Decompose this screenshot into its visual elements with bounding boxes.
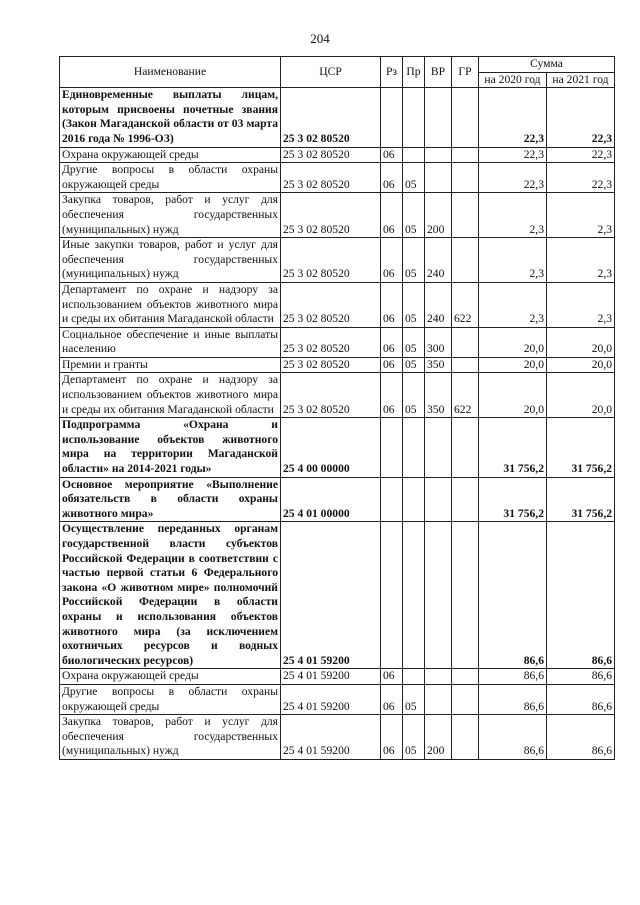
row-sum-2020: 86,6 xyxy=(479,669,547,685)
row-vr xyxy=(425,88,452,147)
row-vr: 240 xyxy=(425,282,452,327)
row-csr: 25 3 02 80520 xyxy=(281,357,381,373)
row-rz: 06 xyxy=(381,715,403,760)
row-pr xyxy=(403,522,425,669)
row-gr xyxy=(452,522,479,669)
row-pr: 05 xyxy=(403,238,425,283)
row-rz: 06 xyxy=(381,147,403,163)
row-pr xyxy=(403,147,425,163)
row-sum-2020: 86,6 xyxy=(479,715,547,760)
header-year-2020: на 2020 год xyxy=(479,72,547,88)
row-vr xyxy=(425,684,452,714)
row-vr: 200 xyxy=(425,193,452,238)
header-csr: ЦСР xyxy=(281,57,381,88)
row-gr xyxy=(452,418,479,477)
row-sum-2021: 31 756,2 xyxy=(547,418,615,477)
row-sum-2021: 31 756,2 xyxy=(547,477,615,522)
row-rz: 06 xyxy=(381,684,403,714)
table-row xyxy=(60,88,615,147)
table-row xyxy=(60,193,615,238)
row-gr xyxy=(452,357,479,373)
row-name: Иные закупки товаров, работ и услуг для обеспечения государственных (муниципальных) нужд xyxy=(60,238,281,283)
table-row xyxy=(60,327,615,357)
row-rz: 06 xyxy=(381,193,403,238)
table-row xyxy=(60,163,615,193)
row-name: Закупка товаров, работ и услуг для обеспечения государственных (муниципальных) нужд xyxy=(60,193,281,238)
row-name: Единовременные выплаты лицам, которым присвоены почетные звания (Закон Магаданской области от 03 марта 2016 года № 1996-ОЗ) xyxy=(60,88,281,147)
row-pr xyxy=(403,418,425,477)
header-name: Наименование xyxy=(60,57,281,88)
row-gr xyxy=(452,88,479,147)
row-csr: 25 3 02 80520 xyxy=(281,373,381,418)
table-row xyxy=(60,357,615,373)
row-pr: 05 xyxy=(403,715,425,760)
table-row xyxy=(60,282,615,327)
row-vr: 240 xyxy=(425,238,452,283)
row-sum-2020: 20,0 xyxy=(479,327,547,357)
row-csr: 25 4 01 59200 xyxy=(281,669,381,685)
row-pr: 05 xyxy=(403,163,425,193)
row-sum-2020: 20,0 xyxy=(479,357,547,373)
row-csr: 25 4 00 00000 xyxy=(281,418,381,477)
header-vr: ВР xyxy=(425,57,452,88)
row-pr: 05 xyxy=(403,282,425,327)
row-sum-2020: 22,3 xyxy=(479,147,547,163)
row-sum-2020: 86,6 xyxy=(479,522,547,669)
table-row xyxy=(60,522,615,669)
header-year-2021: на 2021 год xyxy=(547,72,615,88)
row-pr xyxy=(403,88,425,147)
row-csr: 25 3 02 80520 xyxy=(281,238,381,283)
row-sum-2021: 86,6 xyxy=(547,715,615,760)
header-gr: ГР xyxy=(452,57,479,88)
row-rz: 06 xyxy=(381,282,403,327)
row-sum-2020: 31 756,2 xyxy=(479,418,547,477)
row-rz xyxy=(381,522,403,669)
row-vr xyxy=(425,477,452,522)
row-rz: 06 xyxy=(381,357,403,373)
row-sum-2021: 22,3 xyxy=(547,88,615,147)
row-gr xyxy=(452,477,479,522)
row-csr: 25 4 01 59200 xyxy=(281,522,381,669)
row-vr: 200 xyxy=(425,715,452,760)
row-sum-2021: 22,3 xyxy=(547,147,615,163)
row-sum-2020: 20,0 xyxy=(479,373,547,418)
row-name: Социальное обеспечение и иные выплаты населению xyxy=(60,327,281,357)
row-vr xyxy=(425,418,452,477)
row-name: Охрана окружающей среды xyxy=(60,669,281,685)
row-csr: 25 3 02 80520 xyxy=(281,88,381,147)
row-gr xyxy=(452,684,479,714)
row-rz: 06 xyxy=(381,327,403,357)
row-pr xyxy=(403,477,425,522)
row-gr xyxy=(452,715,479,760)
row-name: Другие вопросы в области охраны окружающей среды xyxy=(60,684,281,714)
row-rz: 06 xyxy=(381,238,403,283)
row-csr: 25 3 02 80520 xyxy=(281,282,381,327)
row-sum-2020: 22,3 xyxy=(479,88,547,147)
row-pr: 05 xyxy=(403,373,425,418)
row-sum-2021: 86,6 xyxy=(547,684,615,714)
row-sum-2020: 86,6 xyxy=(479,684,547,714)
row-sum-2021: 86,6 xyxy=(547,522,615,669)
row-name: Подпрограмма «Охрана и использование объектов животного мира на территории Магаданской области» на 2014-2021 годы» xyxy=(60,418,281,477)
table-row xyxy=(60,147,615,163)
row-rz: 06 xyxy=(381,163,403,193)
table-row xyxy=(60,684,615,714)
table-row xyxy=(60,477,615,522)
row-csr: 25 3 02 80520 xyxy=(281,147,381,163)
row-rz xyxy=(381,477,403,522)
row-sum-2021: 2,3 xyxy=(547,238,615,283)
row-sum-2020: 2,3 xyxy=(479,238,547,283)
row-vr xyxy=(425,522,452,669)
row-csr: 25 4 01 59200 xyxy=(281,715,381,760)
row-gr xyxy=(452,669,479,685)
table-row xyxy=(60,373,615,418)
row-pr: 05 xyxy=(403,684,425,714)
row-sum-2021: 20,0 xyxy=(547,327,615,357)
row-sum-2021: 86,6 xyxy=(547,669,615,685)
row-pr: 05 xyxy=(403,327,425,357)
row-name: Премии и гранты xyxy=(60,357,281,373)
row-sum-2021: 22,3 xyxy=(547,163,615,193)
row-sum-2020: 2,3 xyxy=(479,282,547,327)
row-csr: 25 4 01 59200 xyxy=(281,684,381,714)
row-name: Закупка товаров, работ и услуг для обеспечения государственных (муниципальных) нужд xyxy=(60,715,281,760)
row-rz xyxy=(381,418,403,477)
row-pr xyxy=(403,669,425,685)
row-vr: 300 xyxy=(425,327,452,357)
row-name: Департамент по охране и надзору за использованием объектов животного мира и среды их обитания Магаданской области xyxy=(60,373,281,418)
header-pr: Пр xyxy=(403,57,425,88)
row-vr: 350 xyxy=(425,357,452,373)
row-name: Другие вопросы в области охраны окружающей среды xyxy=(60,163,281,193)
row-sum-2021: 20,0 xyxy=(547,373,615,418)
row-sum-2020: 22,3 xyxy=(479,163,547,193)
row-gr: 622 xyxy=(452,373,479,418)
row-name: Охрана окружающей среды xyxy=(60,147,281,163)
table-row xyxy=(60,418,615,477)
row-name: Основное мероприятие «Выполнение обязательств в области охраны животного мира» xyxy=(60,477,281,522)
row-csr: 25 3 02 80520 xyxy=(281,163,381,193)
row-vr: 350 xyxy=(425,373,452,418)
row-vr xyxy=(425,147,452,163)
row-rz: 06 xyxy=(381,373,403,418)
header-rz: Рз xyxy=(381,57,403,88)
row-pr: 05 xyxy=(403,193,425,238)
row-sum-2021: 2,3 xyxy=(547,193,615,238)
row-gr xyxy=(452,163,479,193)
row-vr xyxy=(425,163,452,193)
table-body xyxy=(60,88,615,760)
table-row xyxy=(60,238,615,283)
row-name: Департамент по охране и надзору за использованием объектов животного мира и среды их обитания Магаданской области xyxy=(60,282,281,327)
header-sum: Сумма xyxy=(479,57,615,73)
row-name: Осуществление переданных органам государственной власти субъектов Российской Федерации в соответствии с частью первой статьи 6 Федерального закона «О животном мире» полномочий Российской Федерации в области охраны и использования объектов животного мира (за исключением охотничьих ресурсов и водных биологических ресурсов) xyxy=(60,522,281,669)
row-sum-2021: 2,3 xyxy=(547,282,615,327)
row-gr xyxy=(452,327,479,357)
budget-table xyxy=(59,56,615,760)
row-csr: 25 3 02 80520 xyxy=(281,193,381,238)
row-sum-2020: 2,3 xyxy=(479,193,547,238)
row-rz: 06 xyxy=(381,669,403,685)
row-csr: 25 4 01 00000 xyxy=(281,477,381,522)
header-row xyxy=(60,57,615,73)
row-gr xyxy=(452,193,479,238)
row-gr: 622 xyxy=(452,282,479,327)
row-vr xyxy=(425,669,452,685)
table-row xyxy=(60,715,615,760)
page-number: 204 xyxy=(310,31,330,46)
row-sum-2021: 20,0 xyxy=(547,357,615,373)
row-gr xyxy=(452,147,479,163)
row-pr: 05 xyxy=(403,357,425,373)
row-sum-2020: 31 756,2 xyxy=(479,477,547,522)
row-csr: 25 3 02 80520 xyxy=(281,327,381,357)
row-gr xyxy=(452,238,479,283)
row-rz xyxy=(381,88,403,147)
table-row xyxy=(60,669,615,685)
